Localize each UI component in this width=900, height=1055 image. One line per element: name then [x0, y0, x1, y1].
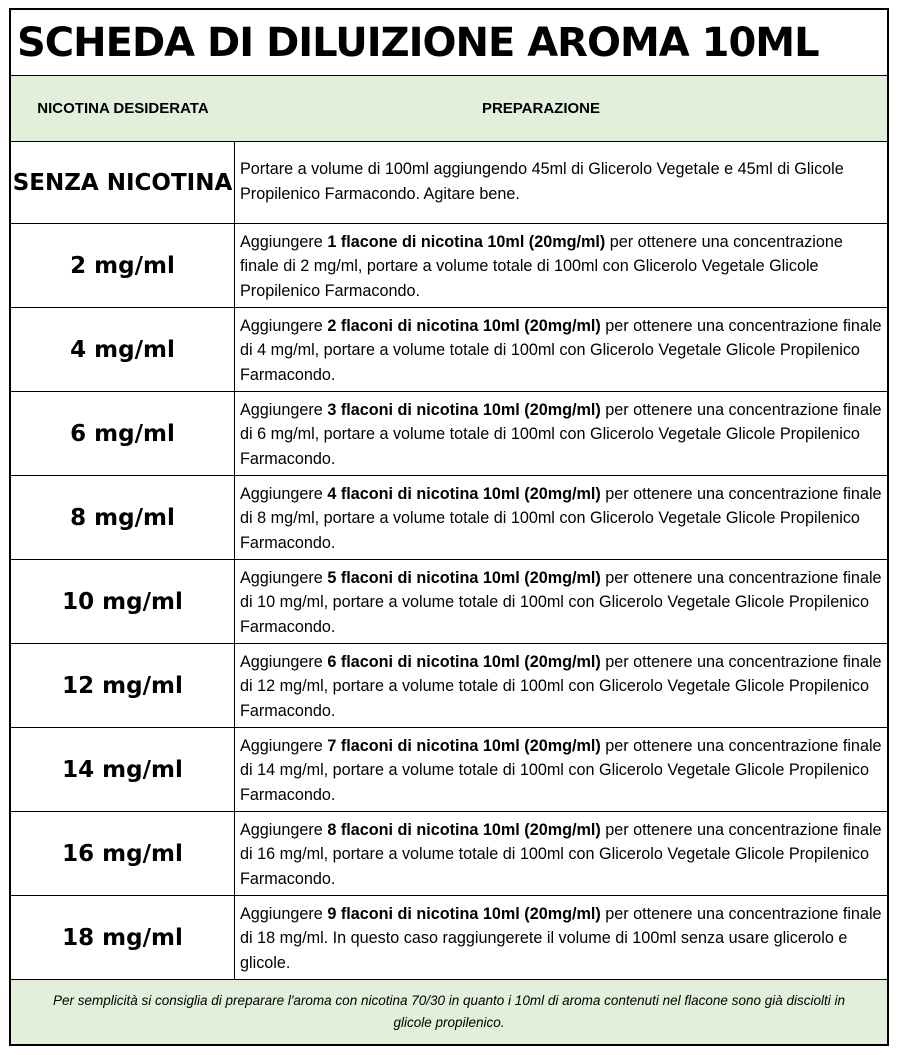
sheet-title: SCHEDA DI DILUIZIONE AROMA 10ML [11, 10, 887, 76]
preparation-text [235, 812, 887, 895]
preparation-rest: per ottenere una concentrazione finale di 14 mg/ml, portare a volume totale di 100ml con Glicerolo Vegetale Glicole Propilenico Farmacondo. [240, 736, 882, 804]
preparation-rest: per ottenere una concentrazione finale di 10 mg/ml, portare a volume totale di 100ml con Glicerolo Vegetale Glicole Propilenico Farmacondo. [240, 568, 882, 636]
nicotine-dose-bold: 3 flaconi di nicotina 10ml (20mg/ml) [327, 400, 601, 419]
preparation-text [235, 560, 887, 643]
table-row [11, 308, 887, 392]
preparation-lead: Aggiungere [240, 232, 328, 251]
preparation-paragraph [240, 902, 883, 976]
table-row [11, 142, 887, 224]
nicotine-level-label: 12 mg/ml [11, 644, 235, 727]
preparation-rest: per ottenere una concentrazione finale di 6 mg/ml, portare a volume totale di 100ml con Glicerolo Vegetale Glicole Propilenico Farmacondo. [240, 400, 882, 468]
preparation-rest: per ottenere una concentrazione finale di 18 mg/ml. In questo caso raggiungerete il volume di 100ml senza usare glicerolo e glicole. [240, 904, 882, 972]
preparation-lead: Aggiungere [240, 316, 328, 335]
preparation-text [235, 224, 887, 307]
nicotine-dose-bold: 7 flaconi di nicotina 10ml (20mg/ml) [327, 736, 601, 755]
preparation-paragraph [240, 157, 883, 206]
table-row [11, 896, 887, 980]
table-row [11, 560, 887, 644]
table-row [11, 392, 887, 476]
table-header [11, 76, 887, 142]
table-row [11, 476, 887, 560]
nicotine-level-label: 8 mg/ml [11, 476, 235, 559]
preparation-rest: per ottenere una concentrazione finale di 2 mg/ml, portare a volume totale di 100ml con Glicerolo Vegetale Glicole Propilenico Farmacondo. [240, 232, 843, 300]
nicotine-level-label: 10 mg/ml [11, 560, 235, 643]
nicotine-dose-bold: 5 flaconi di nicotina 10ml (20mg/ml) [327, 568, 601, 587]
preparation-paragraph [240, 734, 883, 808]
preparation-text [235, 308, 887, 391]
preparation-text [235, 142, 887, 223]
nicotine-level-label: 4 mg/ml [11, 308, 235, 391]
nicotine-level-label: 16 mg/ml [11, 812, 235, 895]
nicotine-level-label: 6 mg/ml [11, 392, 235, 475]
nicotine-dose-bold: 6 flaconi di nicotina 10ml (20mg/ml) [327, 652, 601, 671]
header-preparation: PREPARAZIONE [481, 100, 601, 117]
footer-note: Per semplicità si consiglia di preparare l'aroma con nicotina 70/30 in quanto i 10ml di aroma contenuti nel flacone sono già disciolti in glicole propilenico. [11, 980, 887, 1044]
preparation-text [235, 476, 887, 559]
nicotine-dose-bold: 1 flacone di nicotina 10ml (20mg/ml) [327, 232, 606, 251]
nicotine-dose-bold: 9 flaconi di nicotina 10ml (20mg/ml) [327, 904, 601, 923]
preparation-lead: Aggiungere [240, 400, 328, 419]
preparation-paragraph [240, 314, 883, 388]
preparation-rest: per ottenere una concentrazione finale di 8 mg/ml, portare a volume totale di 100ml con Glicerolo Vegetale Glicole Propilenico Farmacondo. [240, 484, 882, 552]
preparation-paragraph [240, 230, 883, 304]
preparation-lead: Aggiungere [240, 568, 328, 587]
nicotine-level-label: 14 mg/ml [11, 728, 235, 811]
nicotine-dose-bold: 8 flaconi di nicotina 10ml (20mg/ml) [327, 820, 601, 839]
preparation-lead: Aggiungere [240, 820, 328, 839]
nicotine-dose-bold: 2 flaconi di nicotina 10ml (20mg/ml) [327, 316, 601, 335]
preparation-paragraph [240, 482, 883, 556]
nicotine-level-label: SENZA NICOTINA [11, 142, 235, 223]
preparation-rest: per ottenere una concentrazione finale di 12 mg/ml, portare a volume totale di 100ml con Glicerolo Vegetale Glicole Propilenico Farmacondo. [240, 652, 882, 720]
preparation-paragraph [240, 566, 883, 640]
preparation-rest: per ottenere una concentrazione finale di 16 mg/ml, portare a volume totale di 100ml con Glicerolo Vegetale Glicole Propilenico Farmacondo. [240, 820, 882, 888]
preparation-lead: Portare a volume di 100ml aggiungendo 45ml di Glicerolo Vegetale e 45ml di Glicole Propilenico Farmacondo. Agitare bene. [240, 160, 844, 203]
table-row [11, 224, 887, 308]
preparation-text [235, 644, 887, 727]
preparation-text [235, 896, 887, 979]
preparation-lead: Aggiungere [240, 652, 328, 671]
preparation-lead: Aggiungere [240, 736, 328, 755]
table-row [11, 812, 887, 896]
nicotine-level-label: 18 mg/ml [11, 896, 235, 979]
nicotine-level-label: 2 mg/ml [11, 224, 235, 307]
table-row [11, 728, 887, 812]
preparation-rest: per ottenere una concentrazione finale di 4 mg/ml, portare a volume totale di 100ml con Glicerolo Vegetale Glicole Propilenico Farmacondo. [240, 316, 882, 384]
preparation-paragraph [240, 398, 883, 472]
dilution-sheet [9, 8, 889, 1046]
nicotine-dose-bold: 4 flaconi di nicotina 10ml (20mg/ml) [327, 484, 601, 503]
preparation-paragraph [240, 650, 883, 724]
preparation-lead: Aggiungere [240, 484, 328, 503]
preparation-text [235, 392, 887, 475]
table-row [11, 644, 887, 728]
preparation-paragraph [240, 818, 883, 892]
preparation-text [235, 728, 887, 811]
header-desired-nicotine: NICOTINA DESIDERATA [37, 100, 209, 117]
preparation-lead: Aggiungere [240, 904, 328, 923]
table-body [11, 142, 887, 980]
